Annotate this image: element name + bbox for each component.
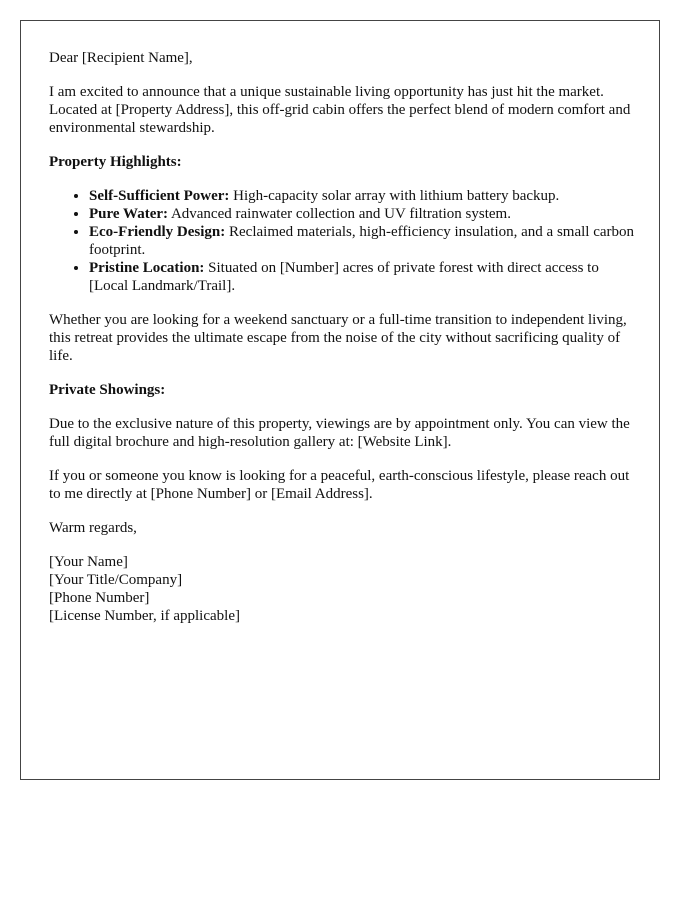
list-item xyxy=(89,223,639,259)
retreat-paragraph: Whether you are looking for a weekend sanctuary or a full-time transition to independent living, this retreat provides the ultimate escape from the noise of the city without sacrificing quality of life. xyxy=(49,312,627,364)
signature-license: [License Number, if applicable] xyxy=(49,608,240,624)
letter-body xyxy=(49,49,639,625)
signature-name: [Your Name] xyxy=(49,554,128,570)
highlight-text-water: Advanced rainwater collection and UV filtration system. xyxy=(168,206,511,222)
signature-title: [Your Title/Company] xyxy=(49,572,183,588)
contact-paragraph: If you or someone you know is looking for a peaceful, earth-conscious lifestyle, please reach out to me directly at [Phone Number] or [Email Address]. xyxy=(49,468,630,502)
list-item xyxy=(89,205,639,223)
highlight-text-power: High-capacity solar array with lithium battery backup. xyxy=(229,188,560,204)
signature-block xyxy=(49,553,639,625)
showings-paragraph: Due to the exclusive nature of this property, viewings are by appointment only. You can view the full digital brochure and high-resolution gallery at: [Website Link]. xyxy=(49,416,630,450)
highlights-list xyxy=(49,187,639,295)
highlight-text-location: Situated on [Number] acres of private forest with direct access to [Local Landmark/Trail]. xyxy=(89,260,599,294)
closing: Warm regards, xyxy=(49,520,137,536)
highlight-label-design: Eco-Friendly Design: xyxy=(89,224,226,240)
showings-heading: Private Showings: xyxy=(49,382,166,398)
highlight-text-design: Reclaimed materials, high-efficiency insulation, and a small carbon footprint. xyxy=(89,224,634,258)
list-item xyxy=(89,187,639,205)
highlight-label-water: Pure Water: xyxy=(89,206,169,222)
highlight-label-power: Self-Sufficient Power: xyxy=(89,188,230,204)
highlights-heading: Property Highlights: xyxy=(49,154,182,170)
highlight-label-location: Pristine Location: xyxy=(89,260,205,276)
signature-phone: [Phone Number] xyxy=(49,590,150,606)
letter-frame xyxy=(20,20,660,780)
intro-paragraph: I am excited to announce that a unique sustainable living opportunity has just hit the market. Located at [Property Address], this off-grid cabin offers the perfect blend of modern comfort and environmental stewardship. xyxy=(49,84,631,136)
list-item xyxy=(89,259,639,295)
salutation: Dear [Recipient Name], xyxy=(49,50,193,66)
